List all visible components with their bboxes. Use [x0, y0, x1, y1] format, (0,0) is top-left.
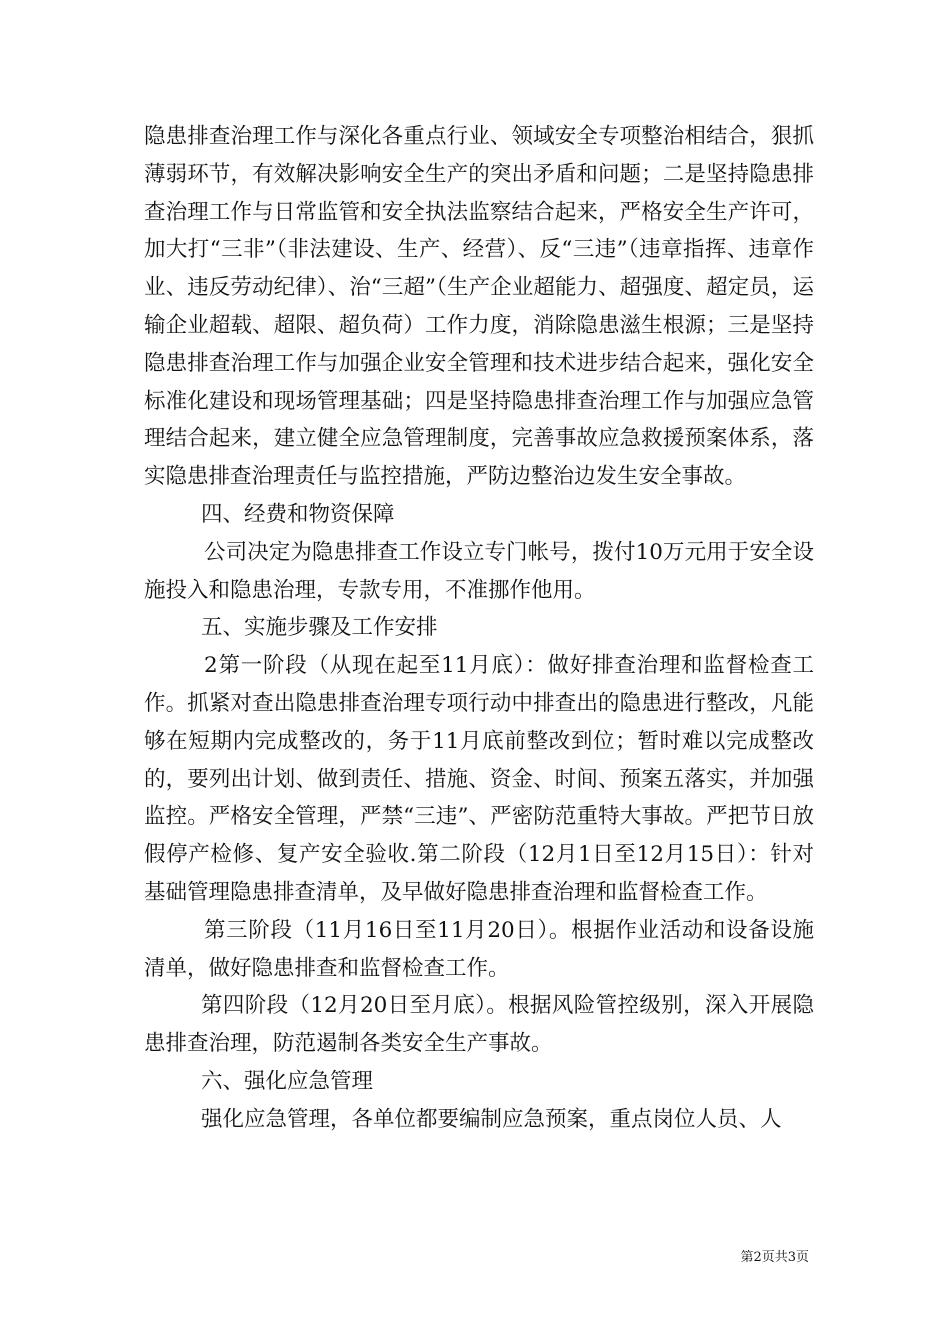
page-number: 第2页共3页	[740, 1250, 809, 1265]
section-heading-steps: 五、实施步骤及工作安排	[201, 615, 438, 641]
paragraph-emergency: 强化应急管理，各单位都要编制应急预案，重点岗位人员、人	[201, 1106, 782, 1132]
paragraph-phase-four: 第四阶段（12月20日至月底）。根据风险管控级别，深入开展隐患排查治理，防范遏制各类安全生产事故。	[144, 993, 814, 1057]
paragraph-phase-three: 第三阶段（11月16日至11月20日）。根据作业活动和设备设施清单，做好隐患排查和监督检查工作。	[144, 917, 814, 981]
paragraph-phase-one-two: 2第一阶段（从现在起至11月底）：做好排查治理和监督检查工作。抓紧对查出隐患排查治理专项行动中排查出的隐患进行整改，凡能够在短期内完成整改的，务于11月底前整改到位；暂时难以完成整改的，要列出计划、做到责任、措施、资金、时间、预案五落实，并加强监控。严格安全管理，严禁“三违”、严密防范重特大事故。严把节日放假停产检修、复产安全验收.第二阶段（12月1日至12月15日）：针对基础管理隐患排查清单，及早做好隐患排查治理和监督检查工作。	[144, 653, 814, 905]
paragraph-continued-measures: 隐患排查治理工作与深化各重点行业、领域安全专项整治相结合，狠抓薄弱环节，有效解决影响安全生产的突出矛盾和问题；二是坚持隐患排查治理工作与日常监管和安全执法监察结合起来，严格安全生产许可，加大打“三非”（非法建设、生产、经营）、反“三违”（违章指挥、违章作业、违反劳动纪律）、治“三超”（生产企业超能力、超强度、超定员，运输企业超载、超限、超负荷）工作力度，消除隐患滋生根源；三是坚持隐患排查治理工作与加强企业安全管理和技术进步结合起来，强化安全标准化建设和现场管理基础；四是坚持隐患排查治理工作与加强应急管理结合起来，建立健全应急管理制度，完善事故应急救援预案体系，落实隐患排查治理责任与监控措施，严防边整治边发生安全事故。	[144, 124, 814, 490]
section-heading-emergency: 六、强化应急管理	[201, 1068, 374, 1094]
paragraph-funding: 公司决定为隐患排查工作设立专门帐号，拨付10万元用于安全设施投入和隐患治理，专款专用，不准挪作他用。	[144, 539, 814, 603]
section-heading-funding: 四、经费和物资保障	[201, 501, 395, 527]
document-body	[144, 118, 814, 1139]
